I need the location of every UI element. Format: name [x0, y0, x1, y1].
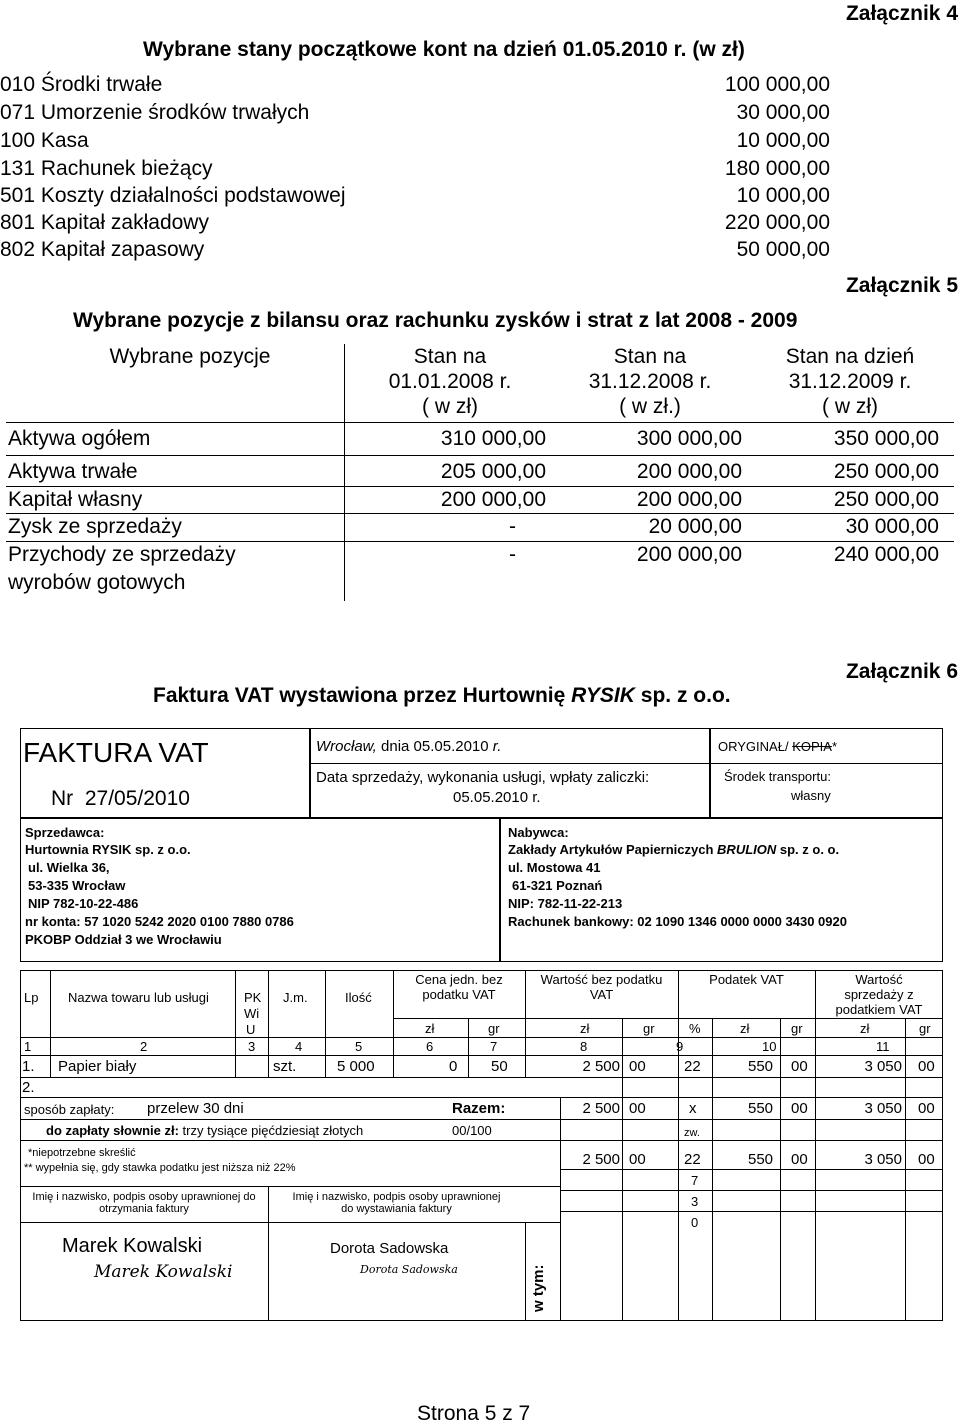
seller-label: Sprzedawca: — [25, 825, 105, 840]
breakdown-rate: 22 — [684, 1151, 701, 1168]
divider — [20, 1077, 943, 1078]
col-gross-line: podatkiem VAT — [835, 1002, 923, 1017]
col-net-line: Wartość bez podatku — [540, 972, 663, 987]
total-rate: x — [689, 1100, 697, 1117]
unit-zl: zł — [425, 1021, 435, 1036]
receiver-label-line: otrzymania faktury — [99, 1203, 189, 1215]
item-gross-gr: 00 — [918, 1058, 935, 1075]
nr-value: 27/05/2010 — [84, 787, 190, 810]
header-line: Stan na — [413, 345, 487, 368]
item-qty: 5 000 — [337, 1058, 375, 1075]
date-value: 05.05.2010 — [413, 738, 489, 755]
buyer-label: Nabywca: — [508, 825, 569, 840]
zw-label: zw. — [684, 1127, 700, 1139]
buyer-line: 61-321 Poznań — [512, 878, 603, 893]
divider — [560, 1211, 943, 1212]
total-vat-zl: 550 — [748, 1100, 774, 1117]
seller-line: ul. Wielka 36, — [28, 860, 110, 875]
header-line: ( w zł) — [422, 395, 478, 418]
col-qty: Ilość — [345, 990, 372, 1005]
buyer-line: NIP: 782-11-22-213 — [508, 896, 623, 911]
account-row — [0, 129, 830, 156]
divider — [525, 1222, 526, 1321]
divider — [344, 344, 345, 601]
item-lp: 2. — [22, 1079, 35, 1096]
seller-line: 53-335 Wrocław — [28, 878, 126, 893]
divider — [20, 1186, 560, 1187]
col-price-line: Cena jedn. bez — [415, 972, 503, 987]
breakdown-net-zl: 2 500 — [582, 1151, 620, 1168]
divider — [678, 970, 679, 1321]
col-num: 2 — [140, 1039, 148, 1054]
header-line: 31.12.2008 r. — [588, 370, 712, 393]
in-that-label: w tym: — [530, 1264, 547, 1312]
col-num: 9 — [676, 1039, 684, 1054]
account-name: 131 Rachunek bieżący — [0, 157, 213, 180]
breakdown-rate: 0 — [691, 1215, 699, 1230]
row-value: 20 000,00 — [648, 515, 742, 538]
col-gross-line: sprzedaży z — [844, 987, 914, 1002]
amount-words — [46, 1123, 363, 1138]
annex4-title: Wybrane stany początkowe kont na dzień 01.05.2010 r. (w zł) — [143, 38, 745, 61]
divider — [560, 1097, 561, 1321]
account-value: 30 000,00 — [736, 101, 830, 124]
account-row — [0, 238, 830, 265]
unit-gr: gr — [643, 1021, 655, 1036]
col-header-2009-end — [760, 344, 940, 419]
row-value: 200 000,00 — [636, 543, 742, 566]
annex6-label: Załącznik 6 — [845, 660, 958, 683]
item-lp: 1. — [22, 1058, 35, 1075]
header-line: ( w zł) — [822, 395, 878, 418]
invoice-heading: FAKTURA VAT — [23, 737, 209, 768]
words-label: do zapłaty słownie zł: — [46, 1123, 179, 1138]
col-num: 11 — [876, 1039, 890, 1054]
col-gross-line: Wartość — [855, 972, 903, 987]
breakdown-gross-zl: 3 050 — [864, 1151, 902, 1168]
col-pkwiu-2: Wi — [244, 1006, 260, 1021]
account-row — [0, 101, 830, 128]
col-num: 1 — [24, 1039, 32, 1054]
divider — [780, 1018, 781, 1321]
place: Wrocław, — [316, 738, 377, 755]
account-value: 180 000,00 — [724, 157, 830, 180]
item-vat-gr: 00 — [791, 1058, 808, 1075]
col-pkwiu-1: PK — [244, 990, 262, 1005]
divider — [622, 1018, 623, 1321]
account-row — [0, 157, 830, 184]
divider — [905, 1018, 906, 1321]
divider — [50, 970, 51, 1078]
invoice-heading-box — [20, 728, 310, 818]
row-name: Kapitał własny — [8, 488, 143, 511]
annex5-title: Wybrane pozycje z bilansu oraz rachunku zysków i strat z lat 2008 - 2009 — [73, 309, 798, 332]
total-net-zl: 2 500 — [582, 1100, 620, 1117]
buyer-line: Rachunek bankowy: 02 1090 1346 0000 0000 3430 0920 — [508, 914, 847, 929]
invoice-date-box — [310, 728, 710, 818]
col-net-line: VAT — [589, 987, 614, 1002]
total-label: Razem: — [452, 1100, 506, 1117]
divider — [268, 970, 269, 1078]
divider — [815, 970, 816, 1321]
item-vat-zl: 550 — [748, 1058, 774, 1075]
unit-zl: zł — [860, 1021, 870, 1036]
account-value: 10 000,00 — [736, 129, 830, 152]
row-value: - — [509, 515, 516, 538]
unit-zl: zł — [580, 1021, 590, 1036]
header-line: Stan na dzień — [785, 345, 915, 368]
payment-label: sposób zapłaty: — [24, 1102, 115, 1117]
breakdown-net-gr: 00 — [629, 1151, 646, 1168]
divider — [560, 1190, 943, 1191]
col-jm: J.m. — [283, 990, 308, 1005]
divider — [711, 763, 942, 764]
col-pkwiu-3: U — [246, 1022, 256, 1037]
row-name-continued: wyrobów gotowych — [8, 571, 186, 594]
receiver-label-line: Imię i nazwisko, podpis osoby uprawnionej do — [32, 1191, 256, 1203]
seller-box — [20, 818, 500, 962]
original-text: ORYGINAŁ/ — [718, 739, 789, 754]
col-header-2008-end — [560, 344, 740, 419]
unit-gr: gr — [791, 1021, 803, 1036]
row-value: 30 000,00 — [845, 515, 939, 538]
seller-line: Hurtownia RYSIK sp. z o.o. — [25, 842, 191, 857]
invoice-original-box — [710, 728, 943, 818]
row-value: 240 000,00 — [833, 543, 939, 566]
seller-line: NIP 782-10-22-486 — [28, 896, 139, 911]
row-value: 350 000,00 — [833, 427, 939, 450]
breakdown-vat-gr: 00 — [791, 1151, 808, 1168]
row-value: 200 000,00 — [440, 488, 546, 511]
col-num: 5 — [355, 1039, 363, 1054]
words-gr: 00/100 — [452, 1123, 492, 1138]
header-line: 31.12.2009 r. — [788, 370, 912, 393]
account-value: 50 000,00 — [736, 238, 830, 261]
account-row — [0, 184, 830, 211]
item-rate: 22 — [684, 1058, 701, 1075]
item-gross-zl: 3 050 — [864, 1058, 902, 1075]
row-name: Zysk ze sprzedaży — [8, 515, 182, 538]
page-number: Strona 5 z 7 — [417, 1402, 531, 1425]
col-price — [393, 972, 525, 1002]
divider — [712, 1018, 713, 1321]
unit-gr: gr — [488, 1021, 500, 1036]
col-name: Nazwa towaru lub usługi — [68, 990, 209, 1005]
date-label: dnia — [381, 738, 410, 755]
footnote: ** wypełnia się, gdy stawka podatku jest niższa niż 22% — [24, 1162, 296, 1174]
header-line: Stan na — [613, 345, 687, 368]
item-jm: szt. — [273, 1058, 297, 1075]
receiver-label — [20, 1191, 268, 1215]
account-name: 100 Kasa — [0, 129, 89, 152]
buyer-line — [508, 842, 839, 857]
words-value: trzy tysiące pięćdziesiąt złotych — [182, 1123, 364, 1138]
total-vat-gr: 00 — [791, 1100, 808, 1117]
col-num: 7 — [490, 1039, 498, 1054]
row-value: 250 000,00 — [833, 460, 939, 483]
row-value: 200 000,00 — [636, 488, 742, 511]
divider — [393, 1018, 943, 1019]
col-header-item: Wybrane pozycje — [109, 345, 271, 368]
date-suffix: r. — [492, 738, 502, 755]
account-name: 071 Umorzenie środków trwałych — [0, 101, 310, 124]
seller-line: PKOBP Oddział 3 we Wrocławiu — [25, 932, 222, 947]
divider — [311, 763, 709, 764]
row-value: 200 000,00 — [636, 460, 742, 483]
item-price-zl: 0 — [449, 1058, 458, 1075]
divider — [20, 1055, 943, 1056]
row-value: 205 000,00 — [440, 460, 546, 483]
nr-label: Nr — [51, 787, 74, 810]
transport-label: Środek transportu: — [724, 769, 831, 784]
unit-zl: zł — [740, 1021, 750, 1036]
col-net — [525, 972, 678, 1002]
account-name: 010 Środki trwałe — [0, 73, 163, 96]
total-net-gr: 00 — [629, 1100, 646, 1117]
transport-value: własny — [791, 788, 831, 803]
receiver-name: Marek Kowalski — [62, 1235, 203, 1257]
col-header-2008-start — [360, 344, 540, 419]
issue-date — [316, 738, 501, 755]
divider — [20, 1222, 560, 1223]
header-line: ( w zł.) — [619, 395, 681, 418]
buyer-text: sp. z o. o. — [776, 842, 840, 857]
issuer-label — [268, 1191, 525, 1215]
footnote: *niepotrzebne skreślić — [28, 1147, 136, 1159]
row-name: Przychody ze sprzedaży — [8, 543, 236, 566]
issuer-label-line: Imię i nazwisko, podpis osoby uprawnionej — [292, 1191, 501, 1203]
col-vat: Podatek VAT — [709, 972, 784, 987]
receiver-signature: Marek Kowalski — [94, 1262, 233, 1282]
payment-value: przelew 30 dni — [147, 1100, 244, 1117]
account-name: 802 Kapitał zapasowy — [0, 238, 205, 261]
buyer-brand: BRULION — [717, 842, 777, 857]
account-value: 10 000,00 — [736, 184, 830, 207]
account-value: 220 000,00 — [724, 211, 830, 234]
buyer-line: ul. Mostowa 41 — [508, 860, 601, 875]
divider — [560, 1169, 943, 1170]
title-text: Faktura VAT wystawiona przez Hurtownię — [153, 684, 572, 707]
seller-line: nr konta: 57 1020 5242 2020 0100 7880 0786 — [25, 914, 294, 929]
title-company: RYSIK — [571, 684, 635, 707]
account-value: 100 000,00 — [724, 73, 830, 96]
buyer-text: Zakłady Artykułów Papierniczych — [508, 842, 718, 857]
row-value: 250 000,00 — [833, 488, 939, 511]
total-gross-zl: 3 050 — [864, 1100, 902, 1117]
copy-text: KOPIA — [792, 739, 832, 754]
item-name: Papier biały — [58, 1058, 137, 1075]
sale-date: 05.05.2010 r. — [453, 789, 541, 806]
account-row — [0, 211, 830, 238]
annex5-label: Załącznik 5 — [845, 274, 958, 297]
row-name: Aktywa ogółem — [8, 427, 151, 450]
issuer-name: Dorota Sadowska — [330, 1240, 449, 1257]
divider — [20, 1097, 943, 1098]
divider — [235, 970, 236, 1078]
account-name: 501 Koszty działalności podstawowej — [0, 184, 346, 207]
col-num: 10 — [762, 1039, 777, 1054]
issuer-label-line: do wystawiania faktury — [341, 1203, 452, 1215]
breakdown-rate: 3 — [691, 1194, 699, 1209]
invoice-number — [51, 787, 190, 811]
col-num: 6 — [426, 1039, 434, 1054]
item-net-zl: 2 500 — [582, 1058, 620, 1075]
issuer-signature: Dorota Sadowska — [360, 1263, 458, 1276]
divider — [20, 1140, 943, 1141]
copy-star: * — [831, 739, 837, 754]
row-value: 300 000,00 — [636, 427, 742, 450]
col-num: 4 — [295, 1039, 303, 1054]
col-lp: Lp — [24, 990, 39, 1005]
divider — [20, 1037, 943, 1038]
sale-date-label: Data sprzedaży, wykonania usługi, wpłaty zaliczki: — [316, 769, 650, 786]
unit-pct: % — [689, 1021, 701, 1036]
header-line: 01.01.2008 r. — [388, 370, 512, 393]
row-value: - — [509, 543, 516, 566]
unit-gr: gr — [919, 1021, 931, 1036]
item-price-gr: 50 — [491, 1058, 508, 1075]
divider — [468, 1018, 469, 1078]
breakdown-vat-zl: 550 — [748, 1151, 774, 1168]
divider — [6, 422, 954, 423]
original-copy — [718, 739, 837, 754]
annex4-label: Załącznik 4 — [845, 2, 958, 25]
divider — [6, 455, 954, 456]
item-net-gr: 00 — [629, 1058, 646, 1075]
divider — [20, 1119, 943, 1120]
col-price-line: podatku VAT — [422, 987, 496, 1002]
buyer-box — [500, 818, 943, 962]
breakdown-rate: 7 — [691, 1173, 699, 1188]
col-num: 3 — [248, 1039, 256, 1054]
annex6-title — [153, 684, 731, 708]
col-gross — [815, 972, 943, 1017]
account-name: 801 Kapitał zakładowy — [0, 211, 209, 234]
col-num: 8 — [580, 1039, 588, 1054]
account-row — [0, 73, 830, 100]
title-text: sp. z o.o. — [634, 684, 731, 707]
row-value: 310 000,00 — [440, 427, 546, 450]
divider — [325, 970, 326, 1078]
total-gross-gr: 00 — [918, 1100, 935, 1117]
row-name: Aktywa trwałe — [8, 460, 138, 483]
breakdown-gross-gr: 00 — [918, 1151, 935, 1168]
